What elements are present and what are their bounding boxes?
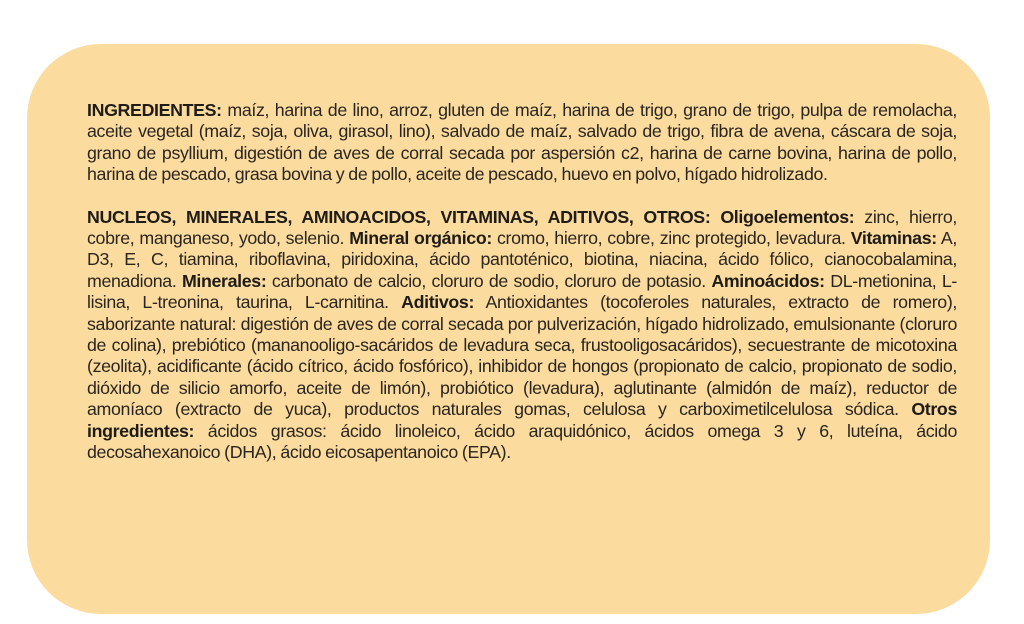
additives-paragraph bbox=[87, 207, 957, 464]
section-title-minerales: Minerales: bbox=[181, 270, 267, 291]
section-title-aminoacidos: Aminoácidos: bbox=[711, 270, 825, 291]
section-title-mineral-organico: Mineral orgánico: bbox=[349, 228, 492, 249]
section-title-otros-ingredientes: Otros ingredientes: bbox=[87, 399, 957, 441]
ingredients-label-card bbox=[27, 44, 990, 614]
section-title-vitaminas: Vitaminas: bbox=[850, 228, 937, 249]
ingredients-list: maíz, harina de lino, arroz, gluten de maíz, harina de trigo, grano de trigo, pulpa de remolacha, aceite vegetal (maíz, soja, oliva, girasol, lino), salvado de maíz, salvado de trigo, fibra de avena, cáscara de soja, grano de psyllium, digestión de aves de corral secada por aspersión c2, harina de carne bovina, harina de pollo, harina de pescado, grasa bovina y de pollo, aceite de pescado, huevo en polvo, hígado hidrolizado. bbox=[87, 100, 957, 185]
section-title-aditivos: Aditivos: bbox=[401, 292, 475, 313]
section-title-oligoelementos: Oligoelementos: bbox=[720, 206, 855, 227]
section-text-otros-ingredientes: ácidos grasos: ácido linoleico, ácido araquidónico, ácidos omega 3 y 6, luteína, ácido decosahexanoico (DHA), ácido eicosapentanoico (EPA). bbox=[87, 420, 957, 463]
section-text-aditivos: Antioxidantes (tocoferoles naturales, extracto de romero), saborizante natural: digestión de aves de corral secada por pulverización, hígado hidrolizado, emulsionante (cloruro de colina), prebiótico (mananooligo-sacáridos de levadura seca, frustooligosacáridos), secuestrante de micotoxina (zeolita), acidificante (ácido cítrico, ácido fosfórico), inhibidor de hongos (propionato de calcio, propionato de sodio, dióxido de silicio amorfo, aceite de limón), probiótico (levadura), aglutinante (almidón de maíz), reductor de amoníaco (extracto de yuca), productos naturales gomas, celulosa y carboximetilcelulosa sódica. bbox=[87, 292, 957, 420]
section-text-vitaminas: A, D3, E, C, tiamina, riboflavina, piridoxina, ácido pantoténico, biotina, niacina, ácido fólico, cianocobalamina, menadiona. bbox=[87, 228, 957, 291]
section-text-aminoacidos: DL-metionina, L-lisina, L-treonina, taurina, L-carnitina. bbox=[87, 270, 958, 313]
additives-heading: NUCLEOS, MINERALES, AMINOACIDOS, VITAMINAS, ADITIVOS, OTROS: bbox=[87, 206, 711, 227]
ingredients-heading: INGREDIENTES: bbox=[87, 100, 222, 120]
section-text-mineral-organico: cromo, hierro, cobre, zinc protegido, levadura. bbox=[491, 228, 851, 249]
ingredients-paragraph bbox=[87, 100, 957, 186]
section-text-oligoelementos: zinc, hierro, cobre, manganeso, yodo, selenio. bbox=[87, 206, 957, 249]
section-text-minerales: carbonato de calcio, cloruro de sodio, cloruro de potasio. bbox=[266, 270, 712, 291]
label-text-block bbox=[87, 100, 957, 464]
